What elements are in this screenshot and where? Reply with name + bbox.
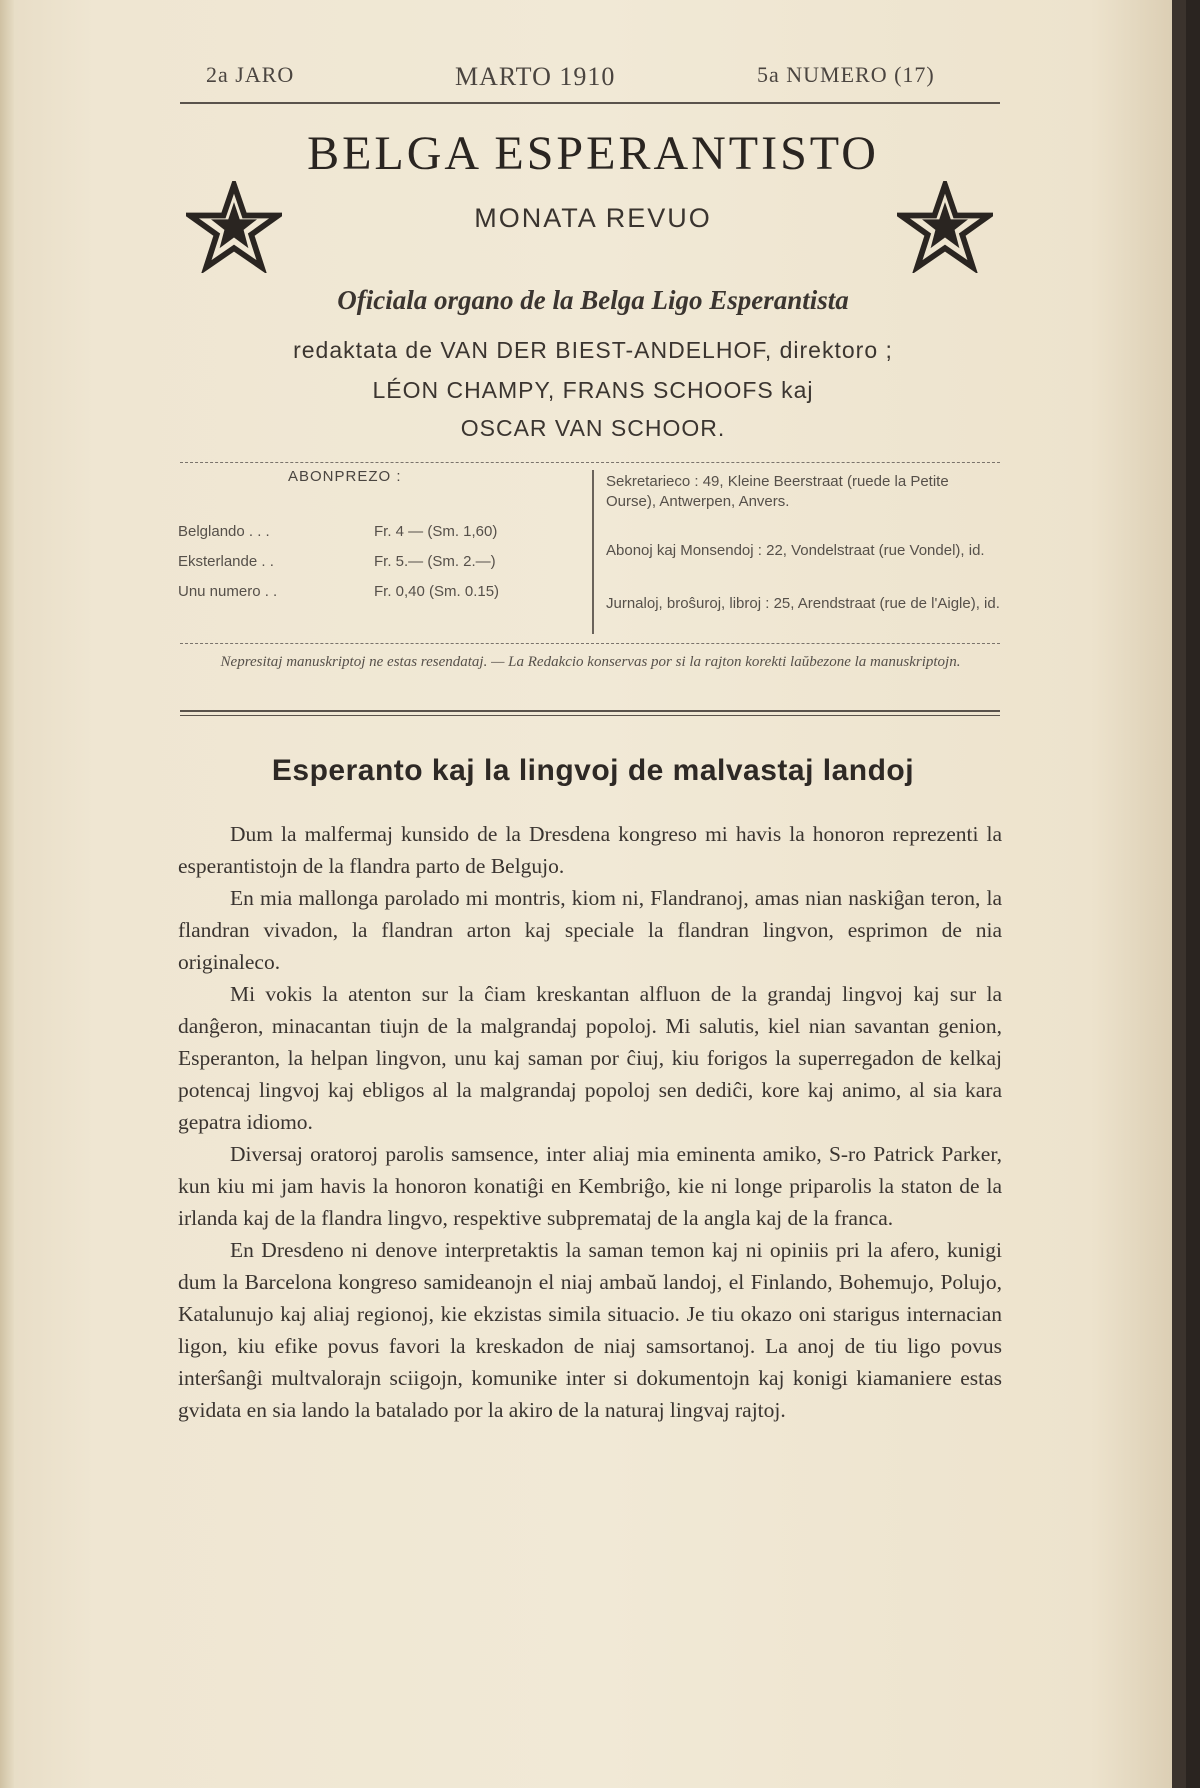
price-row [178,523,497,540]
address-secretariat: Sekretarieco : 49, Kleine Beerstraat (ruede la Petite Ourse), Antwerpen, Anvers. [606,473,949,510]
journal-subtitle: MONATA REVUO [474,203,712,233]
price-label: Unu numero . . [178,583,278,600]
official-organ-line: Oficiala organo de la Belga Ligo Esperantista [337,285,849,315]
price-value: Fr. 5.— (Sm. 2.—) [374,553,496,570]
masthead-bottom-rule [180,715,1000,716]
article-paragraph: En mia mallonga parolado mi montris, kiom ni, Flandranoj, amas nian naskiĝan teron, la flandran vivadon, la flandran arton kaj speciale la flandran lingvon, esprimon de nia originaleco. [178,886,1002,974]
address-publications: Jurnaloj, broŝuroj, libroj : 25, Arendstraat (rue de l'Aigle), id. [606,595,1000,612]
article-paragraph: Dum la malfermaj kunsido de la Dresdena kongreso mi havis la honoron reprezenti la esperantistojn de la flandra parto de Belgujo. [178,822,1002,878]
price-row [178,553,496,570]
subscription-title: ABONPREZO : [288,468,402,485]
article-paragraph: En Dresdeno ni denove interpretaktis la saman temon kaj ni opiniis pri la afero, kunigi dum la Barcelona kongreso samideanojn el niaj ambaŭ landoj, el Finlando, Bohemujo, Polujo, Katalunujo kaj aliaj regionoj, kie ekzistas simila situacio. Je tiu okazo oni starigus internacian ligon, kiu efike povus favori la kreskadon de niaj samsortanoj. La anoj de tiu ligo povus interŝanĝi multvalorajn sciigojn, komunike inter si dokumentojn kaj konigi kiamaniere estas gvidata en sia lando la batalado por la akiro de la naturaj lingvaj rajtoj. [178,1238,1002,1422]
star-emblem-icon [897,181,993,273]
article-body [178,818,1002,1426]
scan-edge [1172,0,1186,1788]
article-paragraph: Mi vokis la atenton sur la ĉiam kreskantan alfluon de la grandaj lingvoj kaj sur la danĝeron, minacantan tiujn de la malgrandaj popoloj. Mi salutis, kiel nian savantan genion, Esperanton, la helpan lingvon, unu kaj saman por ĉiuj, kiu forigos la superregadon de kelkaj potencaj lingvoj kaj ebligos al la malgrandaj popoloj sen dediĉi, kore kaj animo, al sia kara gepatra idiomo. [178,982,1002,1134]
price-label: Belglando . . . [178,523,270,540]
book-spine [0,0,14,1788]
column-divider [592,470,594,634]
header-rule [180,102,1000,104]
info-top-rule [180,462,1000,463]
editorial-note: Nepresitaj manuskriptoj ne estas resendataj. — La Redakcio konservas por si la rajton korekti laŭbezone la manuskriptojn. [220,654,961,670]
masthead-bottom-rule [180,710,1000,712]
price-value: Fr. 4 — (Sm. 1,60) [374,523,498,540]
article-paragraph: Diversaj oratoroj parolis samsence, inter aliaj mia eminenta amiko, S-ro Patrick Parker, kun kiu mi jam havis la honoron konatiĝi en Kembriĝo, kie ni longe priparolis la staton de la irlanda kaj de la flandra lingvo, respektive subpremataj de la angla kaj de la franca. [178,1142,1002,1230]
editors-line: LÉON CHAMPY, FRANS SCHOOFS kaj [372,377,814,403]
issue-number: 5a NUMERO (17) [757,62,935,87]
editors-line: OSCAR VAN SCHOOR. [460,415,726,441]
issue-date: MARTO 1910 [455,62,616,91]
journal-title: BELGA ESPERANTISTO [307,127,879,180]
editors-line: redaktata de VAN DER BIEST-ANDELHOF, direktoro ; [293,337,893,363]
volume-label: 2a JARO [206,62,295,87]
info-bottom-rule [180,643,1000,644]
article-title: Esperanto kaj la lingvoj de malvastaj landoj [271,754,915,787]
price-label: Eksterlande . . [178,553,274,570]
price-row [178,583,499,600]
price-value: Fr. 0,40 (Sm. 0.15) [374,583,500,600]
address-subscriptions: Abonoj kaj Monsendoj : 22, Vondelstraat (rue Vondel), id. [606,542,985,559]
star-emblem-icon [186,181,282,273]
